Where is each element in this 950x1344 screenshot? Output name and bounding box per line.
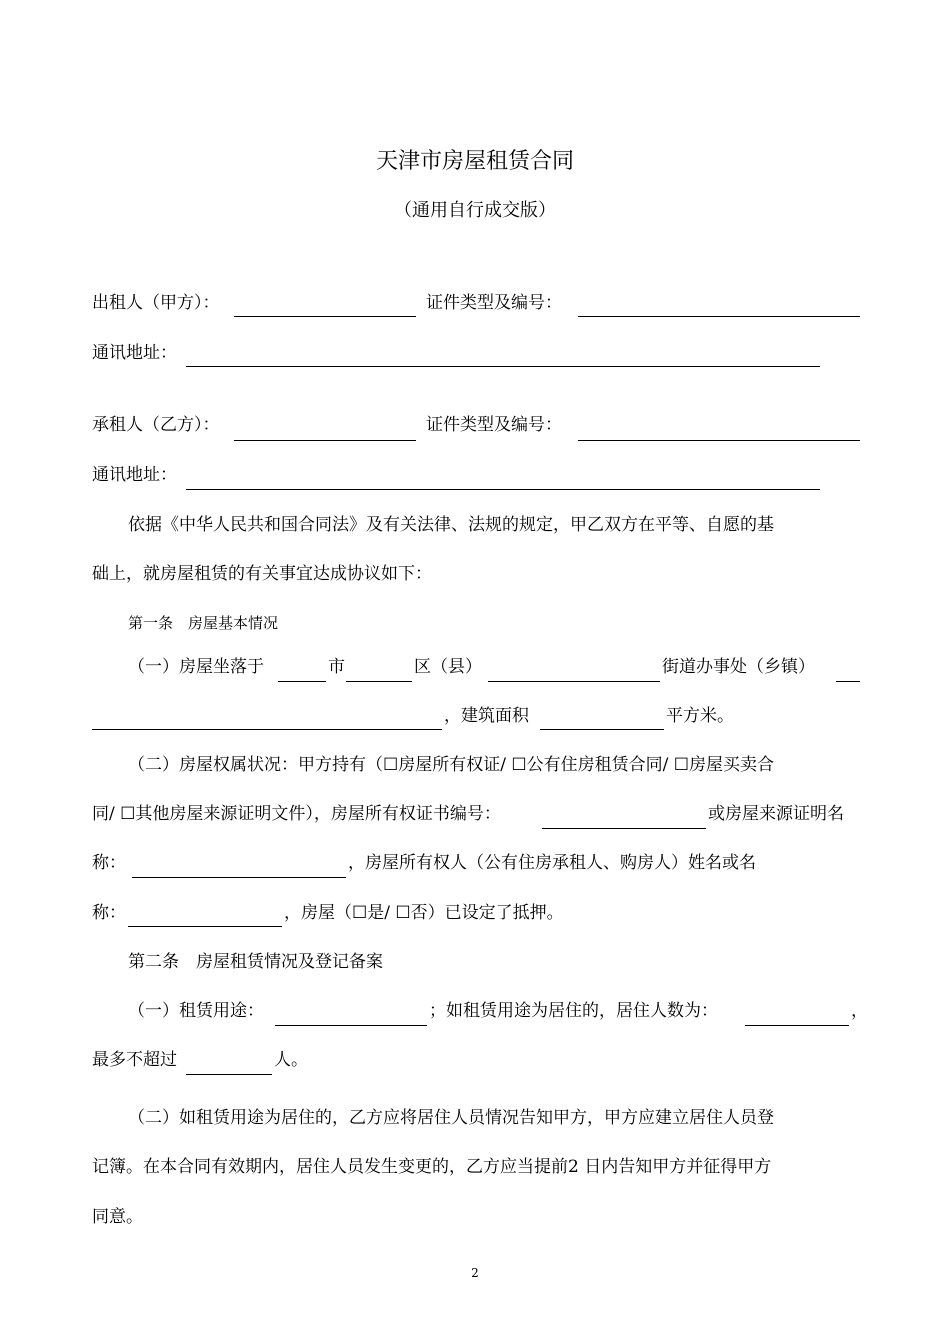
- document-subtitle: （通用自行成交版）: [394, 200, 556, 221]
- max-occupants-label: 最多不超过: [92, 1050, 177, 1070]
- max-occupants-blank[interactable]: [186, 1074, 272, 1075]
- city-blank[interactable]: [278, 681, 326, 682]
- preamble-line-2: 础上，就房屋租赁的有关事宜达成协议如下：: [92, 564, 432, 584]
- lessee-id-label: 证件类型及编号：: [426, 415, 562, 435]
- ownership-line-3b: ，房屋所有权人（公有住房承租人、购房人）姓名或名: [348, 853, 756, 873]
- certificate-number-blank[interactable]: [542, 828, 706, 829]
- occupants-label: ；如租赁用途为居住的，居住人数为：: [429, 1001, 718, 1021]
- article-2-item-2-line-2: 记簿。在本合同有效期内，居住人员发生变更的，乙方应当提前2 日内告知甲方并征得甲方: [92, 1157, 772, 1177]
- lessee-address-label: 通讯地址：: [92, 465, 177, 485]
- lessee-name-blank[interactable]: [234, 440, 416, 441]
- article-2-item-2-line-3: 同意。: [92, 1207, 143, 1227]
- ownership-line-4b: ，房屋（☐是/ ☐否）已设定了抵押。: [284, 903, 564, 923]
- article-2-heading: 第二条 房屋租赁情况及登记备案: [128, 952, 383, 972]
- lessor-label: 出租人（甲方）：: [92, 293, 220, 313]
- street-label: 街道办事处（乡镇）: [662, 657, 815, 677]
- ownership-line-1: （二）房屋权属状况：甲方持有（☐房屋所有权证/ ☐公有住房租赁合同/ ☐房屋买卖合: [128, 755, 774, 775]
- lessee-id-blank[interactable]: [578, 440, 860, 441]
- occupants-comma: ，: [851, 1001, 868, 1021]
- address-detail-blank[interactable]: [92, 729, 442, 730]
- area-unit: 平方米。: [666, 706, 734, 726]
- purpose-label: （一）租赁用途：: [128, 1001, 264, 1021]
- city-label: 市: [328, 657, 345, 677]
- ownership-line-3a: 称：: [92, 853, 126, 873]
- area-label: ，建筑面积: [444, 706, 529, 726]
- owner-name-blank[interactable]: [128, 926, 282, 927]
- lessee-label: 承租人（乙方）：: [92, 415, 220, 435]
- document-title: 天津市房屋租赁合同: [375, 149, 574, 174]
- ownership-line-2b: 或房屋来源证明名: [708, 804, 844, 824]
- lessor-name-blank[interactable]: [234, 316, 416, 317]
- district-blank[interactable]: [346, 681, 412, 682]
- source-certificate-name-blank[interactable]: [132, 877, 346, 878]
- lessor-address-blank[interactable]: [186, 366, 820, 367]
- lessee-address-blank[interactable]: [186, 489, 820, 490]
- lessor-address-label: 通讯地址：: [92, 343, 177, 363]
- occupants-blank[interactable]: [745, 1025, 849, 1026]
- page-number: 2: [471, 1266, 479, 1280]
- street-blank[interactable]: [488, 681, 660, 682]
- article-1-heading: 第一条 房屋基本情况: [128, 614, 279, 632]
- ownership-line-4a: 称：: [92, 903, 126, 923]
- preamble-line-1: 依据《中华人民共和国合同法》及有关法律、法规的规定，甲乙双方在平等、自愿的基: [128, 515, 774, 535]
- ownership-line-2a: 同/ ☐其他房屋来源证明文件），房屋所有权证书编号：: [92, 804, 501, 824]
- district-label: 区（县）: [414, 657, 482, 677]
- lessor-id-blank[interactable]: [578, 316, 860, 317]
- article-1-item-1-prefix: （一）房屋坐落于: [128, 657, 264, 677]
- area-blank[interactable]: [540, 729, 664, 730]
- township-blank[interactable]: [836, 681, 860, 682]
- purpose-blank[interactable]: [275, 1025, 427, 1026]
- lessor-id-label: 证件类型及编号：: [426, 293, 562, 313]
- max-occupants-unit: 人。: [274, 1050, 308, 1070]
- article-2-item-2-line-1: （二）如租赁用途为居住的，乙方应将居住人员情况告知甲方，甲方应建立居住人员登: [128, 1108, 774, 1128]
